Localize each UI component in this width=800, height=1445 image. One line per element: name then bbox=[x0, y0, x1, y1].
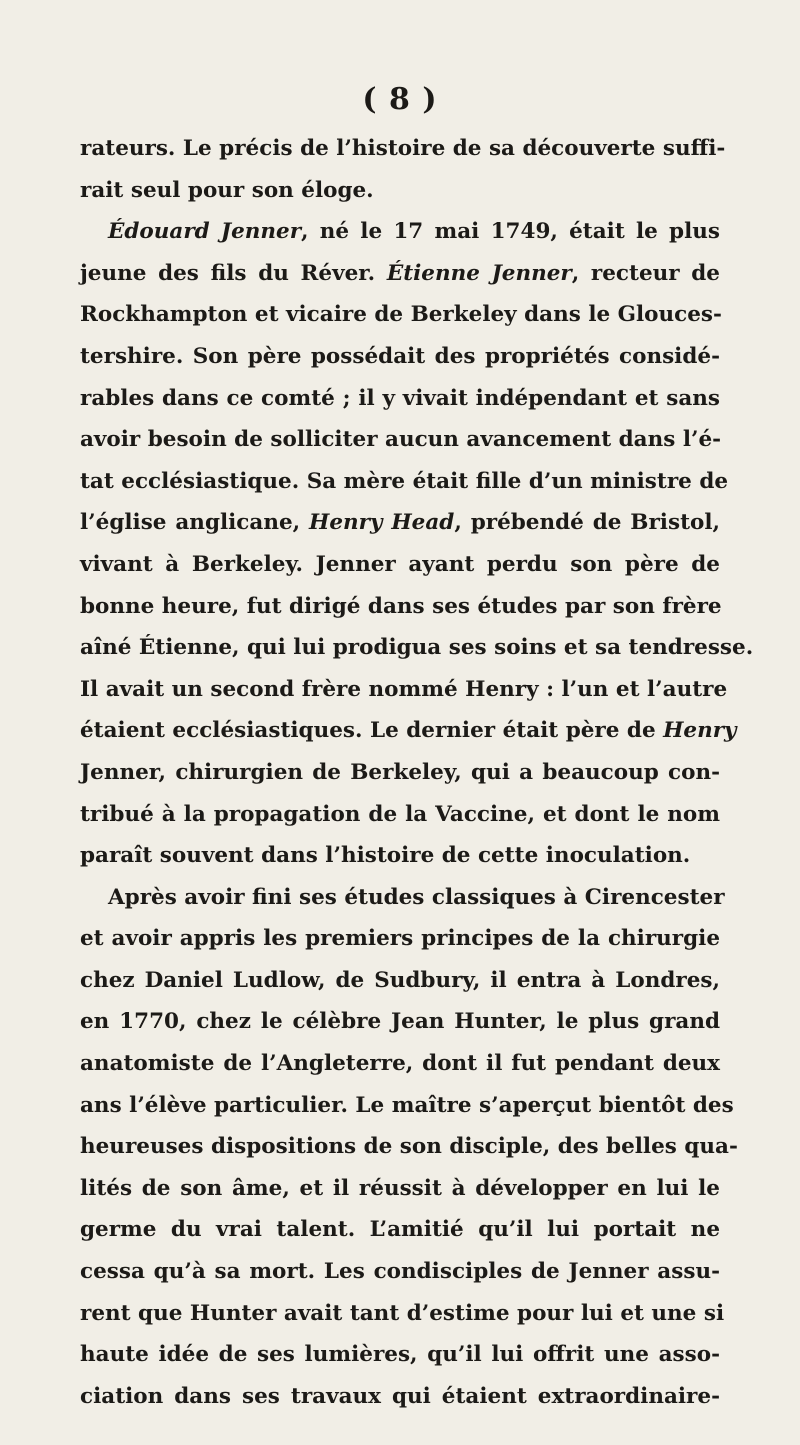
text-line bbox=[80, 1293, 725, 1335]
text-run: haute idée de ses lumières, qu’il lui offrit une asso- bbox=[80, 1342, 720, 1368]
text-line bbox=[80, 627, 754, 669]
text-line bbox=[80, 918, 720, 960]
text-line bbox=[80, 1376, 720, 1418]
text-line bbox=[80, 1209, 720, 1251]
text-run: cessa qu’à sa mort. Les condisciples de Jenner assu- bbox=[80, 1259, 720, 1285]
text-run: anatomiste de l’Angleterre, dont il fut pendant deux bbox=[80, 1051, 720, 1077]
text-line bbox=[80, 1168, 720, 1210]
body-text bbox=[80, 128, 754, 1417]
text-line bbox=[80, 1085, 734, 1127]
text-run: ciation dans ses travaux qui étaient extraordinaire- bbox=[80, 1383, 720, 1409]
text-line bbox=[80, 835, 720, 877]
text-run: , né le 17 mai 1749, était le plus bbox=[301, 219, 720, 245]
text-run: rables dans ce comté ; il y vivait indépendant et sans bbox=[80, 385, 720, 411]
text-run: et avoir appris les premiers principes de la chirurgie bbox=[80, 926, 720, 952]
text-run: Il avait un second frère nommé Henry : l’un et l’autre bbox=[80, 676, 728, 702]
text-line bbox=[80, 1334, 720, 1376]
text-line bbox=[80, 1043, 720, 1085]
italic-name: Henry Head bbox=[309, 510, 455, 536]
text-line bbox=[80, 253, 720, 295]
text-line bbox=[80, 1251, 720, 1293]
text-line bbox=[80, 794, 720, 836]
text-run: , prébendé de Bristol, bbox=[454, 510, 720, 536]
text-line bbox=[80, 752, 720, 794]
text-run: étaient ecclésiastiques. Le dernier était père de bbox=[80, 718, 664, 744]
text-run: Jenner, chirurgien de Berkeley, qui a beaucoup con- bbox=[80, 759, 720, 785]
text-run: tershire. Son père possédait des propriétés considé- bbox=[80, 343, 720, 369]
text-line bbox=[80, 336, 720, 378]
text-run: paraît souvent dans l’histoire de cette inoculation. bbox=[80, 843, 691, 869]
text-line bbox=[80, 586, 720, 628]
text-line bbox=[80, 960, 720, 1002]
text-line bbox=[80, 669, 728, 711]
text-line bbox=[80, 211, 720, 253]
page-number: ( 8 ) bbox=[362, 82, 438, 117]
text-line bbox=[80, 170, 720, 212]
text-run: Après avoir fini ses études classiques à Cirencester bbox=[108, 884, 725, 910]
text-run: l’église anglicane, bbox=[80, 510, 310, 536]
text-line bbox=[80, 1126, 738, 1168]
text-run: rait seul pour son éloge. bbox=[80, 177, 374, 203]
italic-name: Étienne Jenner bbox=[386, 260, 572, 286]
text-run: avoir besoin de solliciter aucun avancement dans l’é- bbox=[80, 427, 722, 453]
text-line bbox=[80, 128, 726, 170]
text-line bbox=[80, 294, 720, 336]
text-run: chez Daniel Ludlow, de Sudbury, il entra à Londres, bbox=[80, 967, 720, 993]
text-run: bonne heure, fut dirigé dans ses études par son frère bbox=[80, 593, 722, 619]
text-run: vivant à Berkeley. Jenner ayant perdu son père de bbox=[80, 551, 720, 577]
text-line bbox=[80, 544, 720, 586]
text-run: ans l’élève particulier. Le maître s’aperçut bientôt des bbox=[80, 1092, 734, 1118]
text-run: tat ecclésiastique. Sa mère était fille d’un ministre de bbox=[80, 468, 729, 494]
text-line bbox=[80, 710, 737, 752]
text-run: en 1770, chez le célèbre Jean Hunter, le plus grand bbox=[80, 1009, 720, 1035]
text-line bbox=[80, 877, 725, 919]
text-run: rent que Hunter avait tant d’estime pour lui et une si bbox=[80, 1300, 725, 1326]
text-run: aîné Étienne, qui lui prodigua ses soins et sa tendresse. bbox=[80, 635, 754, 661]
text-run: germe du vrai talent. L’amitié qu’il lui portait ne bbox=[80, 1217, 720, 1243]
text-line bbox=[80, 461, 729, 503]
text-line bbox=[80, 502, 720, 544]
text-run: heureuses dispositions de son disciple, des belles qua- bbox=[80, 1134, 738, 1160]
text-run: tribué à la propagation de la Vaccine, et dont le nom bbox=[80, 801, 720, 827]
text-run: , recteur de bbox=[571, 260, 720, 286]
text-run: Rockhampton et vicaire de Berkeley dans le Glouces- bbox=[80, 302, 722, 328]
text-line bbox=[80, 378, 720, 420]
italic-name: Henry bbox=[663, 718, 737, 744]
text-run: jeune des fils du Réver. bbox=[80, 260, 387, 286]
text-line bbox=[80, 419, 720, 461]
text-run: lités de son âme, et il réussit à développer en lui le bbox=[80, 1175, 720, 1201]
text-run: rateurs. Le précis de l’histoire de sa découverte suffi- bbox=[80, 136, 726, 161]
italic-name: Édouard Jenner bbox=[108, 219, 302, 245]
text-line bbox=[80, 1001, 720, 1043]
